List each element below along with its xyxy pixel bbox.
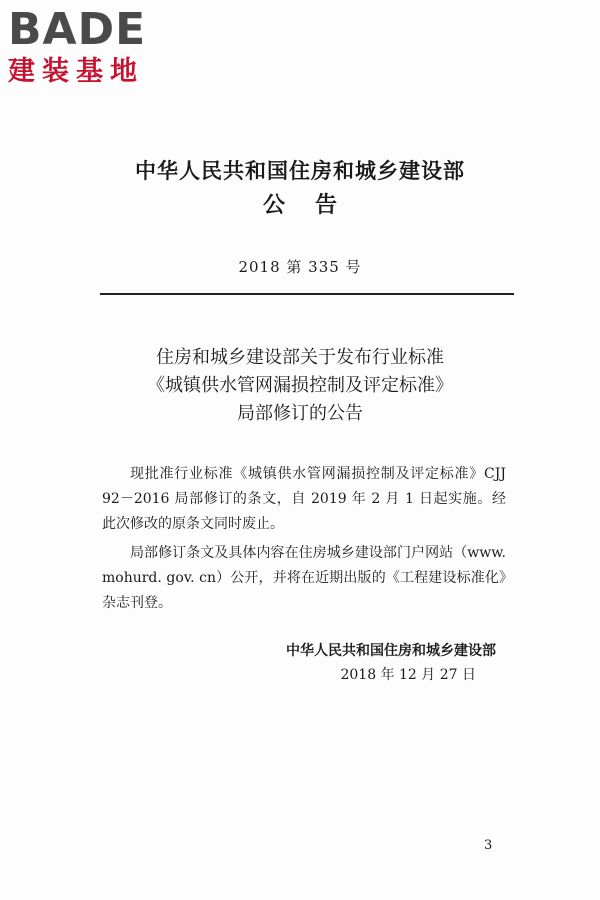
notice-body	[102, 462, 506, 620]
title-line-2: 《城镇供水管网漏损控制及评定标准》	[147, 375, 453, 396]
header-divider	[100, 293, 514, 295]
title-line-3: 局部修订的公告	[237, 403, 363, 424]
signature-date: 2018 年 12 月 27 日	[340, 667, 476, 683]
page-number: 3	[484, 838, 493, 853]
document-number: 2018 第 335 号	[238, 258, 362, 276]
title-line-1: 住房和城乡建设部关于发布行业标准	[156, 347, 444, 368]
logo-wordmark: BADE	[8, 4, 147, 55]
signature-organization: 中华人民共和国住房和城乡建设部	[286, 643, 496, 659]
body-paragraph-1: 现批准行业标准《城镇供水管网漏损控制及评定标准》CJJ 92－2016 局部修订的条文，自 2019 年 2 月 1 日起实施。经此次修改的原条文同时废止。	[102, 466, 506, 532]
notice-title	[0, 344, 600, 428]
bade-logo	[8, 6, 178, 88]
issuer-heading: 中华人民共和国住房和城乡建设部	[135, 158, 465, 183]
logo-subtitle: 建装基地	[8, 56, 144, 87]
notice-heading: 公告	[262, 192, 367, 218]
body-paragraph-2: 局部修订条文及具体内容在住房城乡建设部门户网站（www. mohurd. gov. cn）公开，并将在近期出版的《工程建设标准化》杂志刊登。	[102, 545, 506, 611]
